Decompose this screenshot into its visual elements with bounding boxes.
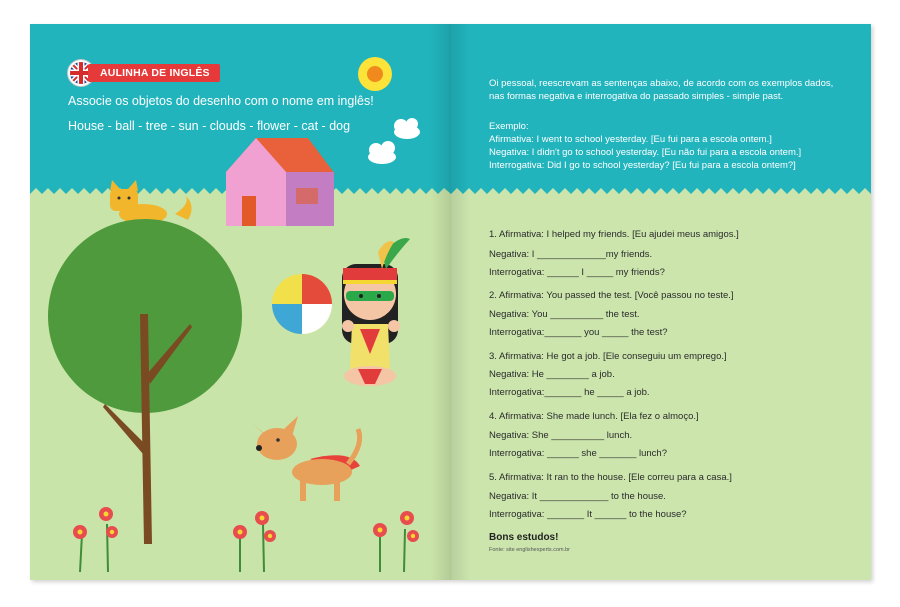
dog (252, 416, 360, 501)
cloud-2 (368, 141, 396, 164)
exercise-3-interrogative: Interrogativa:_______ he _____ a job. (489, 387, 650, 398)
grass-edge-right (451, 186, 871, 202)
ball (272, 274, 332, 334)
source-note: Fonte: site englishexperts.com.br (489, 547, 571, 553)
example-title: Exemplo: (489, 121, 529, 132)
house (226, 138, 335, 226)
boy (342, 238, 410, 386)
exercise-3-negative: Negativa: He ________ a job. (489, 369, 615, 380)
intro-line-2: nas formas negativa e interrogativa do passado simples - simple past. (489, 91, 784, 102)
example-negative: Negativa: I didn't go to school yesterday. [Eu não fui para a escola ontem.] (489, 147, 802, 158)
flowers-1 (73, 507, 118, 572)
badge-label: AULINHA DE INGLÊS (88, 64, 220, 82)
exercise-4-negative: Negativa: She __________ lunch. (489, 430, 633, 441)
exercise-5-interrogative: Interrogativa: _______ It ______ to the house? (489, 509, 687, 520)
tree (48, 219, 242, 544)
lesson-badge (68, 60, 220, 86)
instruction-text: Associe os objetos do desenho com o nome em inglês! (68, 94, 374, 108)
example-affirmative: Afirmativa: I went to school yesterday. [Eu fui para a escola ontem.] (489, 134, 772, 145)
cat (110, 180, 192, 224)
left-page (30, 24, 451, 580)
exercise-3-affirmative: 3. Afirmativa: He got a job. [Ele conseguiu um emprego.] (489, 351, 727, 362)
sun (358, 57, 392, 91)
flowers-2 (233, 511, 276, 572)
flowers-3 (373, 511, 419, 572)
exercise-4-interrogative: Interrogativa: ______ she _______ lunch? (489, 448, 667, 459)
exercise-5-negative: Negativa: It _____________ to the house. (489, 491, 666, 502)
exercise-1-negative: Negativa: I _____________my friends. (489, 249, 653, 260)
exercise-2-affirmative: 2. Afirmativa: You passed the test. [Você passou no teste.] (489, 290, 734, 301)
exercise-1-interrogative: Interrogativa: ______ I _____ my friends? (489, 267, 665, 278)
word-list: House - ball - tree - sun - clouds - flower - cat - dog (68, 119, 351, 133)
exercise-4-affirmative: 4. Afirmativa: She made lunch. [Ela fez o almoço.] (489, 411, 699, 422)
closing-text: Bons estudos! (489, 532, 559, 543)
exercise-5-affirmative: 5. Afirmativa: It ran to the house. [Ele correu para a casa.] (489, 472, 732, 483)
example-interrogative: Interrogativa: Did I go to school yesterday? [Eu fui para a escola ontem?] (489, 160, 796, 171)
right-page (451, 24, 871, 580)
exercise-2-negative: Negativa: You __________ the test. (489, 309, 640, 320)
exercise-2-interrogative: Interrogativa:_______ you _____ the test? (489, 327, 668, 338)
cloud-1 (394, 118, 420, 139)
exercise-1-affirmative: 1. Afirmativa: I helped my friends. [Eu ajudei meus amigos.] (489, 229, 739, 240)
intro-line-1: Oi pessoal, reescrevam as sentenças abaixo, de acordo com os exemplos dados, (489, 78, 834, 89)
